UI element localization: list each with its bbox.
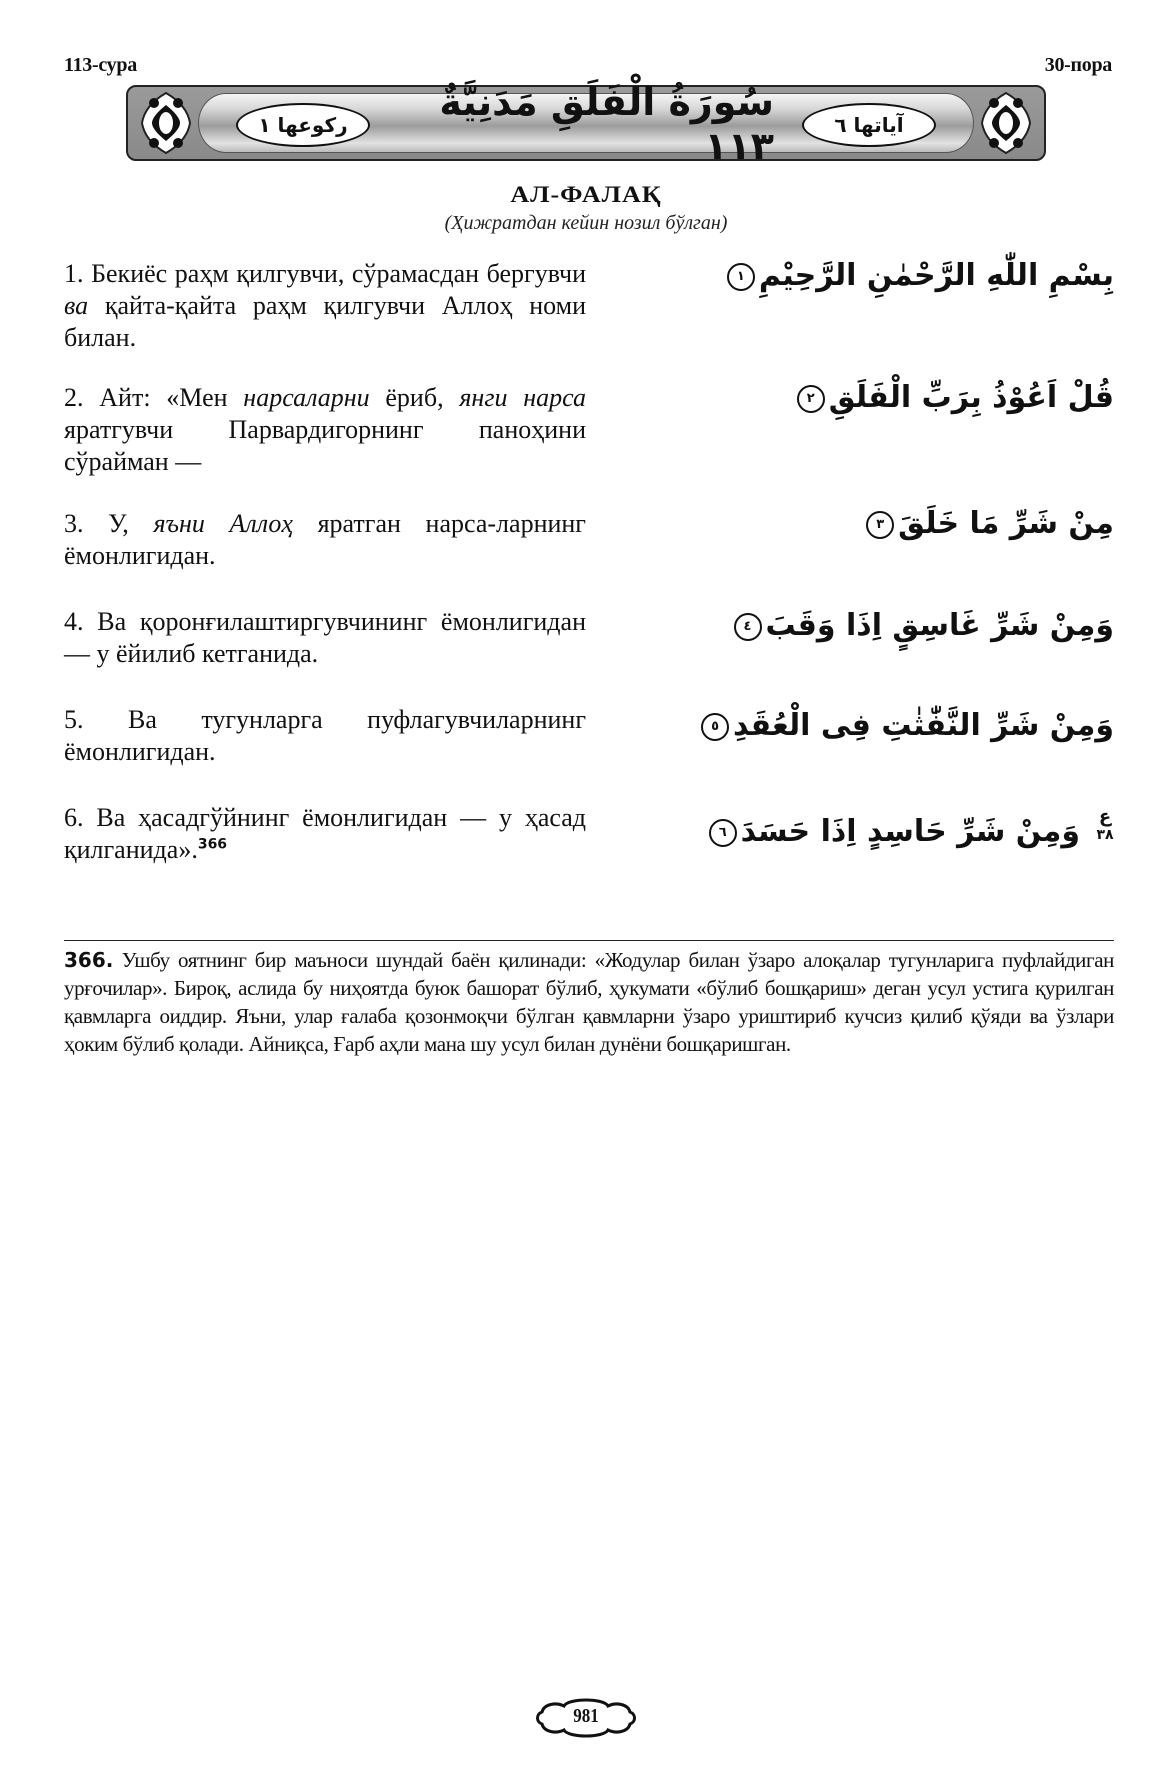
surah-heading: [0, 180, 1172, 236]
surah-revelation-note: (Ҳижратдан кейин нозил бўлган): [444, 212, 728, 234]
floral-ornament-icon: [976, 91, 1036, 155]
ayah-number-marker: ٦: [709, 819, 737, 847]
verse-translation: 2. Айт: «Мен нарсаларни ёриб, янги нарса яратгувчи Парвардигорнинг паноҳини сўрайман —: [64, 383, 586, 476]
ayah-number-marker: ٥: [701, 713, 729, 741]
verse-translation: 5. Ва тугунларга пуфлагувчиларнинг ёмонлигидан.: [64, 705, 586, 766]
verse-translation: 6. Ва ҳасадгўйнинг ёмонлигидан — у ҳасад қилганида».$^{366}$: [64, 803, 586, 864]
floral-ornament-icon: [136, 91, 196, 155]
surah-name: АЛ-ФАЛАҚ: [510, 181, 662, 208]
footnote-reference[interactable]: 366: [197, 836, 228, 853]
verse-arabic: بِسْمِ اللّٰهِ الرَّحْمٰنِ الرَّحِيْمِ١: [644, 254, 1114, 298]
ayah-count-badge: آیاتها ٦: [802, 103, 936, 147]
verse-arabic: قُلْ اَعُوْذُ بِرَبِّ الْفَلَقِ٢: [644, 376, 1114, 420]
footnote-separator: [64, 940, 1114, 941]
footnote-text: Ушбу оятнинг бир маъноси шундай баён қилинади: «Жодулар билан ўзаро алоқалар тугунларига пуфлайдиган урғочилар». Бироқ, аслида бу ниҳоятда буюк башорат бўлиб, ҳукумати «бўлиб бошқариш» деган усул устига қурилган қавмларга оиддир. Яъни, улар ғалаба қозонмоқчи бўлган қавмларни ўзаро уриштириб кучсиз қилиб қўяди ва ўзлари ҳоким бўлиб қолади. Айниқса, Ғарб аҳли мана шу усул билан дунёни бошқаришган.: [64, 948, 1114, 1056]
verse-arabic: وَمِنْ شَرِّ النَّفّٰثٰتِ فِى الْعُقَدِ٥: [644, 704, 1114, 748]
ayah-number-marker: ١: [727, 263, 755, 291]
surah-title-arabic: سُورَةُ الْفَلَقِ مَدَنِيَّةٌ ١١٣: [439, 80, 774, 168]
ayah-number-marker: ٤: [734, 613, 762, 641]
footnote-366: [64, 946, 1114, 1058]
running-head-juz: 30-пора: [1044, 54, 1112, 76]
running-head-surah: 113-сура: [64, 54, 137, 76]
verse-arabic: وَمِنْ شَرِّ غَاسِقٍ اِذَا وَقَبَ٤: [644, 604, 1114, 648]
ruku-count-badge: رکوعها ١: [236, 103, 370, 147]
page-number-cartouche: [534, 1696, 638, 1738]
page-number: 981: [573, 1705, 599, 1727]
ayah-number-marker: ٣: [866, 511, 894, 539]
ruku-marker: ع ٣٨: [1096, 806, 1114, 843]
verse-translation: 4. Ва қоронғилаштиргувчининг ёмонлигидан — у ёйилиб кетганида.: [64, 607, 586, 668]
footnote-number: 366.: [64, 948, 114, 972]
surah-banner: [126, 80, 1046, 168]
ayah-number-marker: ٢: [797, 385, 825, 413]
verse-translation: 1. Бекиёс раҳм қилгувчи, сўрамасдан бергувчи ва қайта-қайта раҳм қилгувчи Аллоҳ номи билан.: [64, 259, 586, 352]
verse-arabic: مِنْ شَرِّ مَا خَلَقَ٣: [644, 502, 1114, 546]
verse-translation: 3. У, яъни Аллоҳ яратган нарса-ларнинг ёмонлигидан.: [64, 509, 586, 570]
verse-arabic: وَمِنْ شَرِّ حَاسِدٍ اِذَا حَسَدَ٦: [610, 810, 1080, 854]
